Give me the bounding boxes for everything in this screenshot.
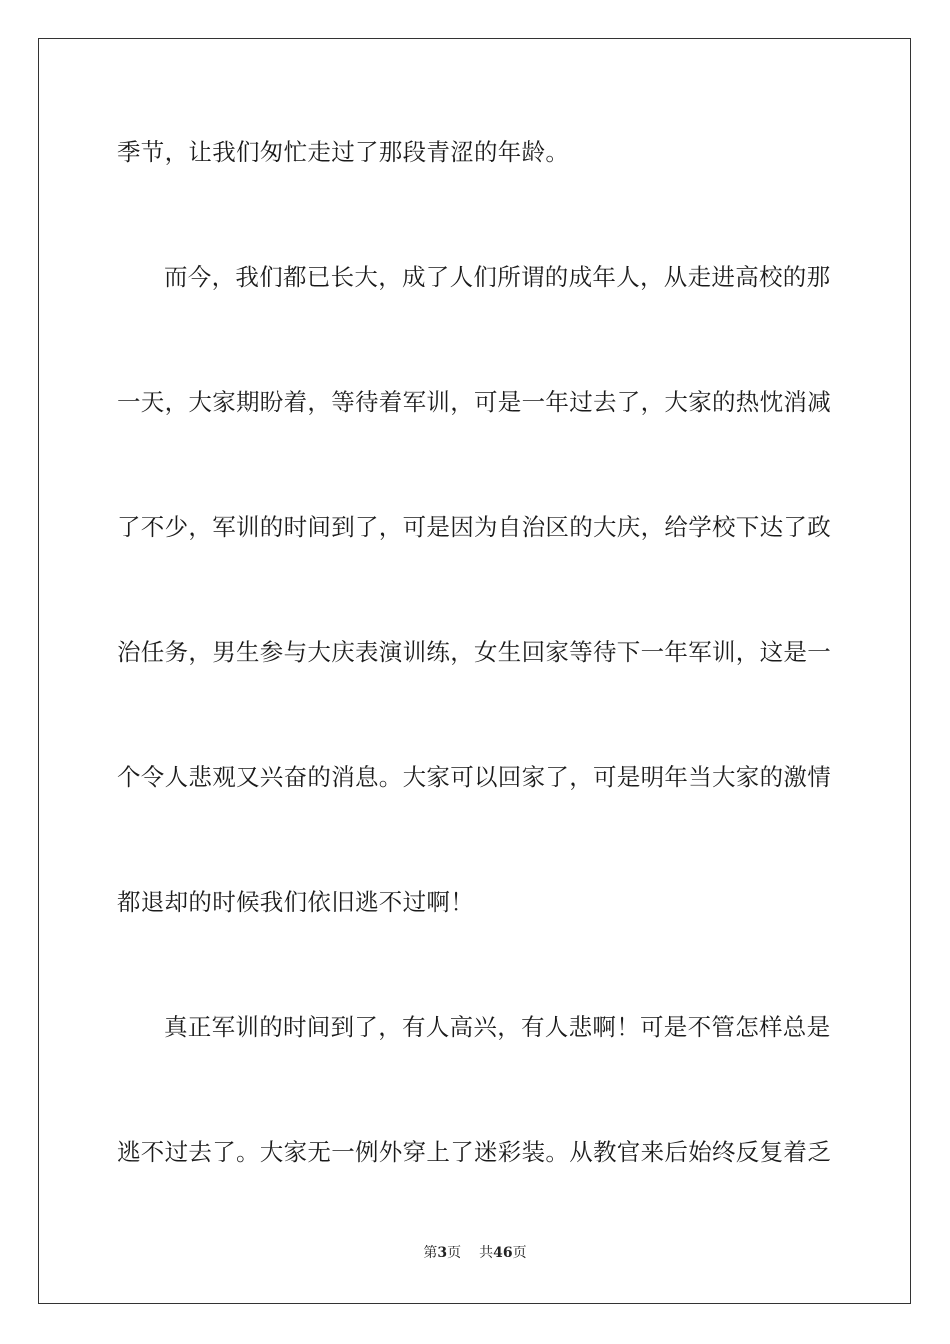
- page-border: [38, 38, 911, 1304]
- paragraph-line: 真正军训的时间到了，有人高兴，有人悲啊！可是不管怎样总是: [164, 1013, 831, 1041]
- paragraph-line: 逃不过去了。大家无一例外穿上了迷彩装。从教官来后始终反复着乏: [117, 1138, 831, 1166]
- paragraph-line: 个令人悲观又兴奋的消息。大家可以回家了，可是明年当大家的激情: [117, 763, 831, 791]
- paragraph-line: 季节，让我们匆忙走过了那段青涩的年龄。: [117, 138, 570, 166]
- page-label-prefix: 第: [423, 1245, 438, 1261]
- paragraph-line: 而今，我们都已长大，成了人们所谓的成年人，从走进高校的那: [164, 263, 831, 291]
- page-footer: [0, 1244, 950, 1262]
- total-label-prefix: 共: [479, 1245, 494, 1261]
- page-number: 3: [437, 1245, 448, 1261]
- total-label-suffix: 页: [512, 1245, 527, 1261]
- paragraph-line: 一天，大家期盼着，等待着军训，可是一年过去了，大家的热忱消减: [117, 388, 831, 416]
- page-label-suffix: 页: [447, 1245, 462, 1261]
- paragraph-line: 治任务，男生参与大庆表演训练，女生回家等待下一年军训，这是一: [117, 638, 831, 666]
- paragraph-line: 了不少，军训的时间到了，可是因为自治区的大庆，给学校下达了政: [117, 513, 831, 541]
- total-pages: 46: [493, 1245, 513, 1261]
- paragraph-line: 都退却的时候我们依旧逃不过啊！: [117, 888, 474, 916]
